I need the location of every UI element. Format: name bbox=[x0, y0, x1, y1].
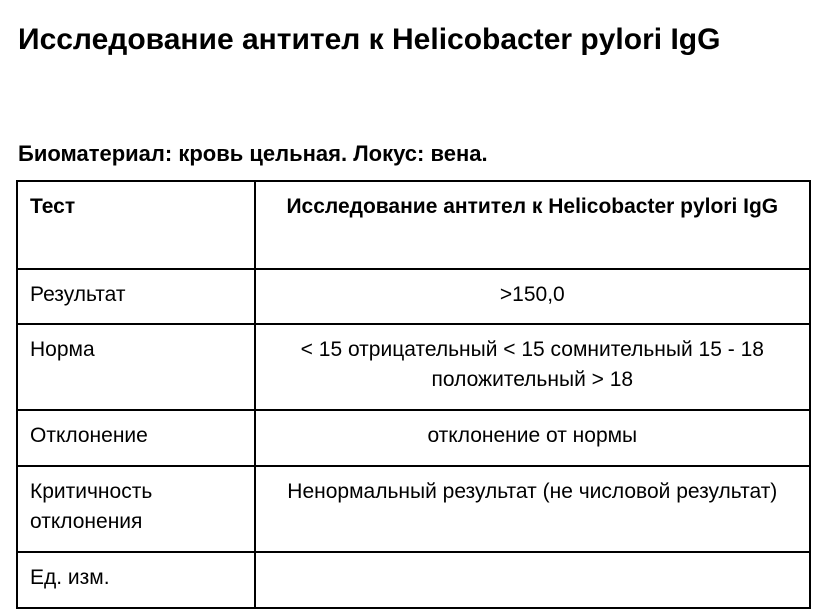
header-value-cell: Исследование антител к Helicobacter pylori IgG bbox=[255, 181, 810, 269]
row-value-deviation: отклонение от нормы bbox=[255, 410, 810, 466]
row-label-result: Результат bbox=[17, 269, 255, 324]
table-row bbox=[17, 324, 810, 410]
header-label-cell: Тест bbox=[17, 181, 255, 269]
page-title: Исследование антител к Helicobacter pylori IgG bbox=[18, 23, 721, 56]
row-label-criticality: Критичность отклонения bbox=[17, 466, 255, 552]
row-value-result: >150,0 bbox=[255, 269, 810, 324]
table-row bbox=[17, 269, 810, 324]
table-header-row bbox=[17, 181, 810, 269]
table-row bbox=[17, 410, 810, 466]
row-value-norm: < 15 отрицательный < 15 сомнительный 15 - 18 положительный > 18 bbox=[255, 324, 810, 410]
biomaterial-subtitle: Биоматериал: кровь цельная. Локус: вена. bbox=[18, 141, 488, 166]
result-table bbox=[16, 180, 811, 609]
row-label-unit: Ед. изм. bbox=[17, 552, 255, 608]
table-row bbox=[17, 552, 810, 608]
row-label-norm: Норма bbox=[17, 324, 255, 410]
row-value-unit bbox=[255, 552, 810, 608]
table-row bbox=[17, 466, 810, 552]
row-value-criticality: Ненормальный результат (не числовой результат) bbox=[255, 466, 810, 552]
row-label-deviation: Отклонение bbox=[17, 410, 255, 466]
